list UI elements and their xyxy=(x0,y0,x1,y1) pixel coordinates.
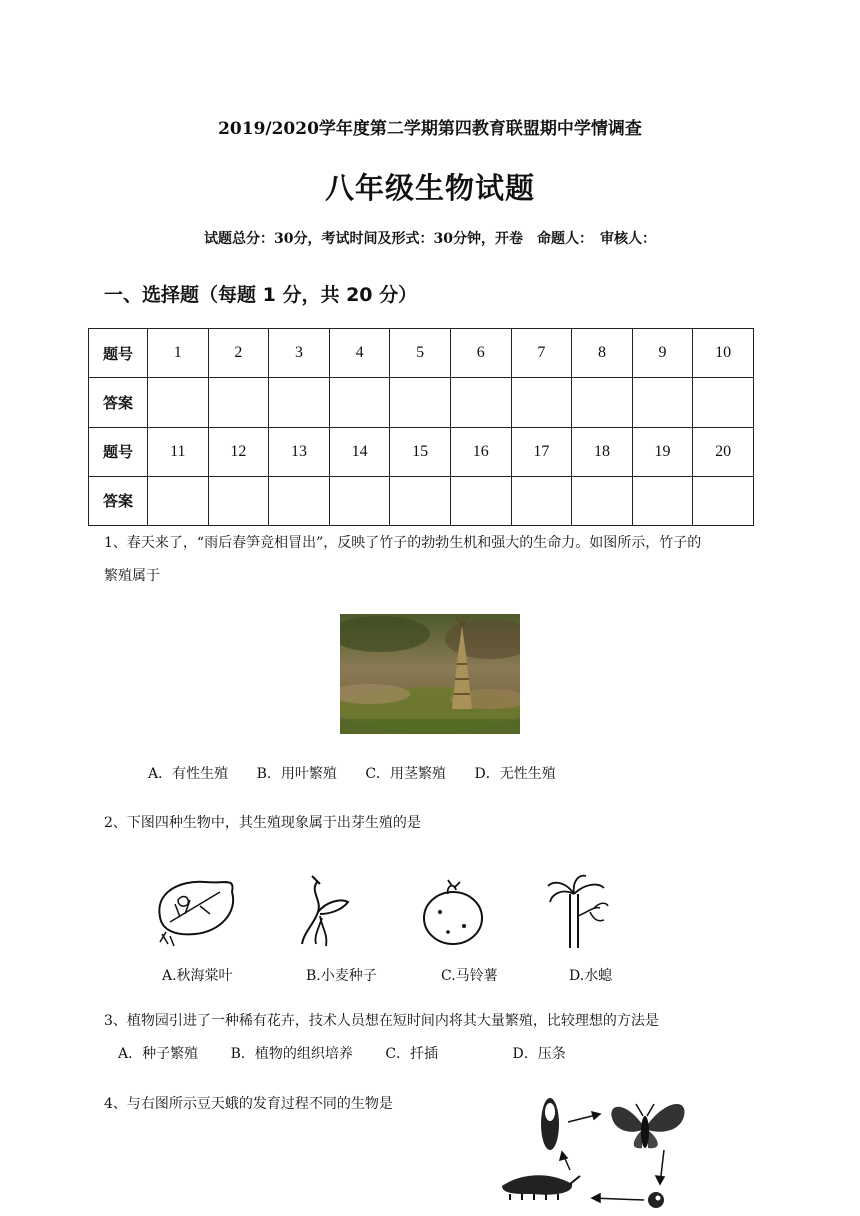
answer-cell[interactable] xyxy=(450,378,511,427)
section-title: 一、选择题（每题 1 分，共 20 分） xyxy=(104,284,418,306)
option-c[interactable]: C．扦插 xyxy=(385,1046,439,1062)
option-c[interactable]: C．用茎繁殖 xyxy=(365,766,447,782)
question-2-text: 2、下图四种生物中，其生殖现象属于出芽生殖的是 xyxy=(104,815,421,831)
question-number: 9 xyxy=(632,329,693,378)
moth-life-cycle-illustration xyxy=(492,1088,724,1216)
question-1-text: 1、春天来了，“雨后春笋竞相冒出”，反映了竹子的勃勃生机和强大的生命力。如图所示，竹子的 xyxy=(104,535,702,551)
question-number: 5 xyxy=(390,329,451,378)
question-1-options xyxy=(148,764,578,784)
question-3-text: 3、植物园引进了一种稀有花卉，技术人员想在短时间内将其大量繁殖，比较理想的方法是 xyxy=(104,1013,659,1029)
question-number: 2 xyxy=(208,329,269,378)
answer-cell[interactable] xyxy=(450,476,511,525)
answer-cell[interactable] xyxy=(208,378,269,427)
question-3-options xyxy=(118,1044,588,1064)
answer-cell[interactable] xyxy=(390,476,451,525)
question-number: 19 xyxy=(632,427,693,476)
question-number: 8 xyxy=(572,329,633,378)
row-label: 题号 xyxy=(89,427,148,476)
question-number: 7 xyxy=(511,329,572,378)
option-b[interactable]: B．植物的组织培养 xyxy=(230,1046,353,1062)
answer-cell[interactable] xyxy=(693,476,754,525)
answer-cell[interactable] xyxy=(632,476,693,525)
row-label: 答案 xyxy=(89,476,148,525)
caption-d: D.水螅 xyxy=(569,968,613,984)
wheat-seed-illustration xyxy=(292,872,354,952)
larva-icon xyxy=(502,1175,580,1200)
exam-title: 八年级生物试题 xyxy=(324,171,535,205)
option-b[interactable]: B．用叶繁殖 xyxy=(256,766,337,782)
exam-header: 2019/2020学年度第二学期第四教育联盟期中学情调查 xyxy=(218,119,642,139)
caption-b: B.小麦种子 xyxy=(306,968,377,984)
question-number: 3 xyxy=(269,329,330,378)
table-row xyxy=(89,476,754,525)
row-label: 答案 xyxy=(89,378,148,427)
option-d[interactable]: D．无性生殖 xyxy=(474,766,556,782)
question-number: 20 xyxy=(693,427,754,476)
question-number: 14 xyxy=(329,427,390,476)
table-row xyxy=(89,378,754,427)
hydra-illustration xyxy=(544,872,614,952)
answer-cell[interactable] xyxy=(572,378,633,427)
answer-cell[interactable] xyxy=(572,476,633,525)
question-number: 6 xyxy=(450,329,511,378)
answer-cell[interactable] xyxy=(329,378,390,427)
answer-cell[interactable] xyxy=(693,378,754,427)
row-label: 题号 xyxy=(89,329,148,378)
answer-cell[interactable] xyxy=(632,378,693,427)
table-row xyxy=(89,427,754,476)
answer-cell[interactable] xyxy=(148,378,209,427)
question-1-text-cont: 繁殖属于 xyxy=(104,568,160,584)
question-number: 1 xyxy=(148,329,209,378)
option-d[interactable]: D．压条 xyxy=(512,1046,566,1062)
question-number: 12 xyxy=(208,427,269,476)
option-a[interactable]: A．有性生殖 xyxy=(148,766,229,782)
question-number: 18 xyxy=(572,427,633,476)
answer-cell[interactable] xyxy=(269,378,330,427)
question-number: 11 xyxy=(148,427,209,476)
option-a[interactable]: A．种子繁殖 xyxy=(118,1046,199,1062)
table-row xyxy=(89,329,754,378)
caption-c: C.马铃薯 xyxy=(441,968,498,984)
answer-cell[interactable] xyxy=(329,476,390,525)
potato-illustration xyxy=(418,872,488,952)
exam-info: 试题总分：30分，考试时间及形式：30分钟，开卷 命题人： 审核人： xyxy=(204,231,656,247)
answer-cell[interactable] xyxy=(511,476,572,525)
question-number: 15 xyxy=(390,427,451,476)
question-4-text: 4、与右图所示豆天蛾的发育过程不同的生物是 xyxy=(104,1096,393,1112)
answer-cell[interactable] xyxy=(511,378,572,427)
question-number: 4 xyxy=(329,329,390,378)
moth-icon xyxy=(611,1104,684,1148)
begonia-leaf-illustration xyxy=(150,872,240,952)
answer-table xyxy=(88,328,754,526)
question-number: 10 xyxy=(693,329,754,378)
question-number: 17 xyxy=(511,427,572,476)
question-number: 16 xyxy=(450,427,511,476)
answer-cell[interactable] xyxy=(148,476,209,525)
question-number: 13 xyxy=(269,427,330,476)
answer-cell[interactable] xyxy=(269,476,330,525)
bamboo-shoot-photo xyxy=(340,614,520,734)
caption-a: A.秋海棠叶 xyxy=(162,968,233,984)
egg-icon xyxy=(648,1192,664,1208)
answer-cell[interactable] xyxy=(208,476,269,525)
answer-cell[interactable] xyxy=(390,378,451,427)
